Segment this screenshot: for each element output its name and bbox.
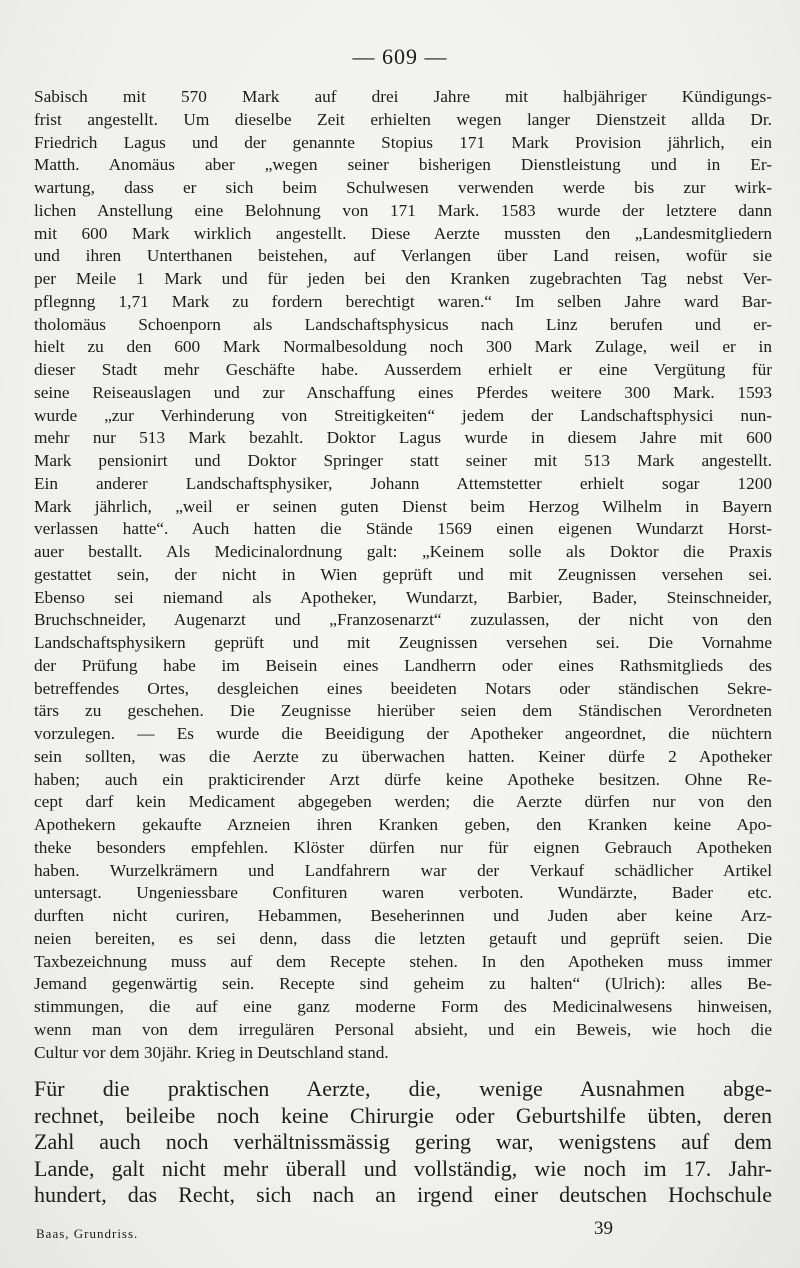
text-line: Matth. Anomäus aber „wegen seiner bisherigen Dienstleistung und in Er- — [34, 155, 772, 175]
text-line: Mark pensionirt und Doktor Springer statt seiner mit 513 Mark angestellt. — [34, 451, 772, 470]
main-text-block — [34, 86, 772, 1064]
text-line: tholomäus Schoenporn als Landschaftsphysicus nach Linz berufen und er- — [34, 314, 772, 334]
text-line: wartung, dass er sich beim Schulwesen verwenden werde bis zur wirk- — [34, 178, 772, 197]
text-line: gestattet sein, der nicht in Wien geprüft und mit Zeugnissen versehen sei. — [34, 564, 772, 584]
text-line: und ihren Unterthanen beistehen, auf Verlangen über Land reisen, wofür sie — [34, 246, 772, 266]
text-line: haben. Wurzelkrämern und Landfahrern war der Verkauf schädlicher Artikel — [34, 860, 772, 880]
footer-sheet-number: 39 — [594, 1218, 613, 1239]
text-line: Friedrich Lagus und der genannte Stopius 171 Mark Provision jährlich, ein — [34, 132, 772, 152]
text-line: wurde „zur Verhinderung von Streitigkeiten“ jedem der Landschaftsphysici nun- — [34, 405, 772, 425]
text-line: mehr nur 513 Mark bezahlt. Doktor Lagus wurde in diesem Jahre mit 600 — [34, 428, 772, 448]
text-line: Ebenso sei niemand als Apotheker, Wundarzt, Barbier, Bader, Steinschneider, — [34, 587, 772, 607]
text-line: Jemand gegenwärtig sein. Recepte sind geheim zu halten“ (Ulrich): alles Be- — [34, 974, 772, 994]
text-line: frist angestellt. Um dieselbe Zeit erhielten wegen langer Dienstzeit allda Dr. — [34, 109, 772, 129]
text-line: Landschaftsphysikern geprüft und mit Zeugnissen versehen sei. Die Vornahme — [34, 633, 772, 652]
text-line: der Prüfung habe im Beisein eines Landherrn oder eines Rathsmitglieds des — [34, 655, 772, 675]
text-line: auer bestallt. Als Medicinalordnung galt: „Keinem solle als Doktor die Praxis — [34, 542, 772, 561]
text-line: dieser Stadt mehr Geschäfte habe. Ausserdem erhielt er eine Vergütung für — [34, 360, 772, 379]
text-line: betreffendes Ortes, desgleichen eines beeideten Notars oder ständischen Sekre- — [34, 678, 772, 698]
text-line: Ein anderer Landschaftsphysiker, Johann Attemstetter erhielt sogar 1200 — [34, 473, 772, 493]
text-line: stimmungen, die auf eine ganz moderne Form des Medicinalwesens hinweisen, — [34, 997, 772, 1016]
text-line: hundert, das Recht, sich nach an irgend einer deutschen Hochschule — [34, 1182, 772, 1208]
text-line: mit 600 Mark wirklich angestellt. Diese Aerzte mussten den „Landesmitgliedern — [34, 223, 772, 243]
text-line: Apothekern gekaufte Arzneien ihren Kranken geben, den Kranken keine Apo- — [34, 815, 772, 834]
text-line: Für die praktischen Aerzte, die, wenige Ausnahmen abge- — [34, 1076, 772, 1101]
text-line: Mark jährlich, „weil er seinen guten Dienst beim Herzog Wilhelm in Bayern — [34, 496, 772, 516]
text-line: hielt zu den 600 Mark Normalbesoldung noch 300 Mark Zulage, weil er in — [34, 337, 772, 357]
page-number: — 609 — — [352, 44, 448, 69]
text-line: theke besonders empfehlen. Klöster dürfen nur für eignen Gebrauch Apotheken — [34, 837, 772, 857]
large-text-block — [34, 1076, 772, 1209]
text-line: Zahl auch noch verhältnissmässig gering war, wenigstens auf dem — [34, 1129, 772, 1155]
text-line: Bruchschneider, Augenarzt und „Franzosenarzt“ zuzulassen, der nicht von den — [34, 610, 772, 630]
text-line: rechnet, beileibe noch keine Chirurgie oder Geburtshilfe übten, deren — [34, 1102, 772, 1128]
text-line: Taxbezeichnung muss auf dem Recepte stehen. In den Apotheken muss immer — [34, 951, 772, 971]
footer-signature: Baas, Grundriss. — [36, 1226, 139, 1241]
text-line: tärs zu geschehen. Die Zeugnisse hierüber seien dem Ständischen Verordneten — [34, 701, 772, 721]
text-line: sein sollten, was die Aerzte zu überwachen hatten. Keiner dürfe 2 Apotheker — [34, 746, 772, 766]
text-line: lichen Anstellung eine Belohnung von 171 Mark. 1583 wurde der letztere dann — [34, 200, 772, 220]
text-line: verlassen hatte“. Auch hatten die Stände 1569 einen eigenen Wundarzt Horst- — [34, 519, 772, 539]
text-line: per Meile 1 Mark und für jeden bei den Kranken zugebrachten Tag nebst Ver- — [34, 269, 772, 288]
text-line: Cultur vor dem 30jähr. Krieg in Deutschland stand. — [34, 1042, 389, 1062]
text-line: Sabisch mit 570 Mark auf drei Jahre mit halbjähriger Kündigungs- — [34, 87, 772, 106]
text-line: neien bereiten, es sei denn, dass die letzten getauft und geprüft seien. Die — [34, 928, 772, 948]
text-line: haben; auch ein prakticirender Arzt dürfe keine Apotheke besitzen. Ohne Re- — [34, 769, 772, 789]
text-line: vorzulegen. — Es wurde die Beeidigung der Apotheker angeordnet, die nüchtern — [34, 724, 772, 743]
text-line: Lande, galt nicht mehr überall und vollständig, wie noch im 17. Jahr- — [34, 1155, 772, 1181]
text-line: wenn man von dem irregulären Personal absieht, und ein Beweis, wie hoch die — [34, 1019, 772, 1039]
text-line: untersagt. Ungeniessbare Confituren waren verboten. Wundärzte, Bader etc. — [34, 883, 772, 903]
text-line: durften nicht curiren, Hebammen, Beseherinnen und Juden aber keine Arz- — [34, 906, 772, 925]
text-line: pflegnng 1,71 Mark zu fordern berechtigt waren.“ Im selben Jahre ward Bar- — [34, 291, 772, 311]
text-line: seine Reiseauslagen und zur Anschaffung eines Pferdes weitere 300 Mark. 1593 — [34, 382, 772, 402]
text-line: cept darf kein Medicament abgegeben werden; die Aerzte dürfen nur von den — [34, 792, 772, 812]
